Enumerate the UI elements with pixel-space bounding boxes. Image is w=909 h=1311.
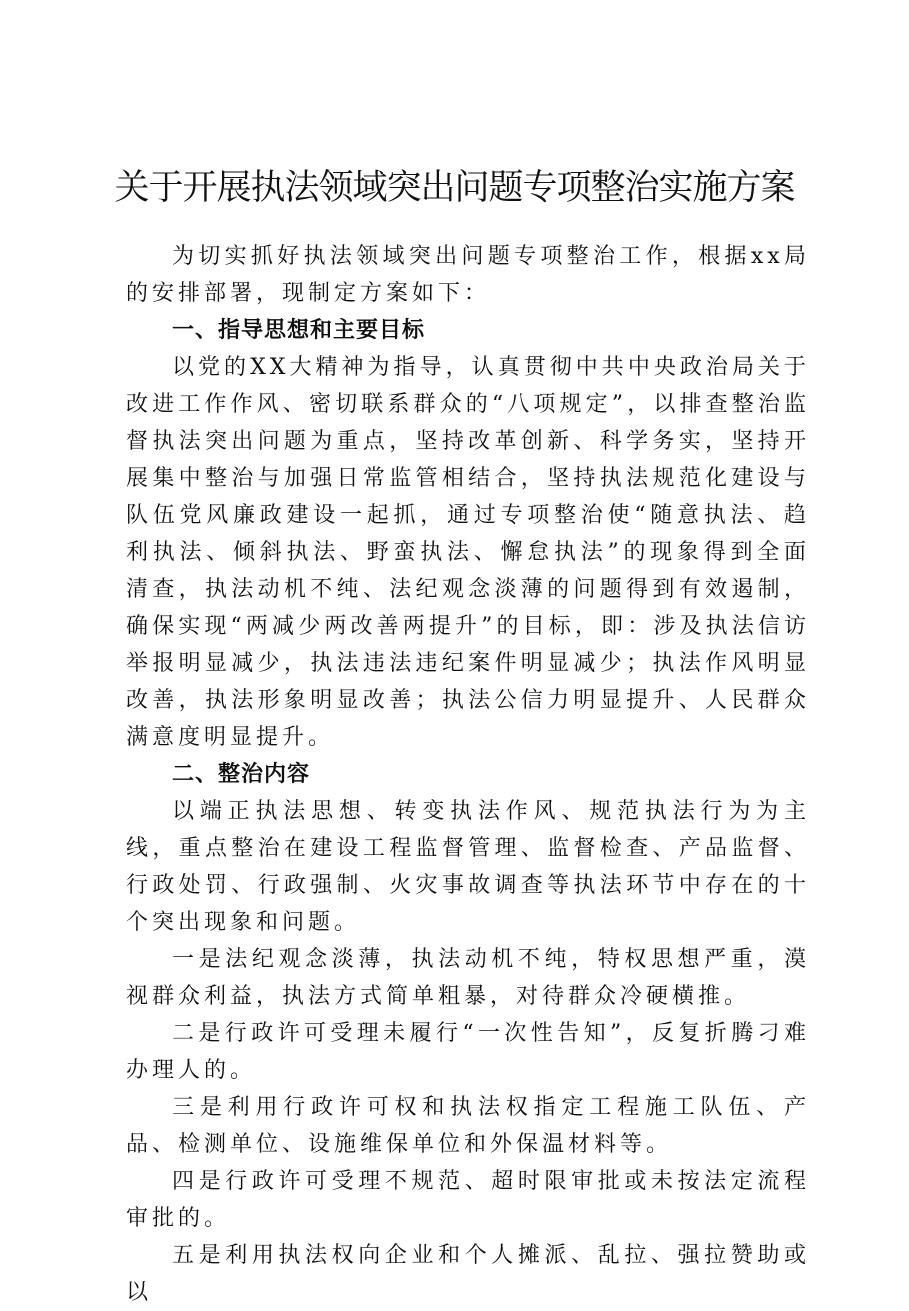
section-heading-guiding-principles: 一、指导思想和主要目标 bbox=[172, 318, 426, 343]
list-item: 四是行政许可受理不规范、超时限审批或未按法定流程审批的。 bbox=[126, 1169, 810, 1231]
section-heading-rectification-content: 二、整治内容 bbox=[172, 762, 311, 787]
guiding-principles-paragraph: 以党的XX大精神为指导，认真贯彻中共中央政治局关于改进工作作风、密切联系群众的“八项规定”，以排查整治监督执法突出问题为重点，坚持改革创新、科学务实，坚持开展集中整治与加强日常监管相结合，坚持执法规范化建设与队伍党风廉政建设一起抓，通过专项整治使“随意执法、趋利执法、倾斜执法、野蛮执法、懈怠执法”的现象得到全面清查，执法动机不纯、法纪观念淡薄的问题得到有效遏制，确保实现“两减少两改善两提升”的目标，即：涉及执法信访举报明显减少，执法违法违纪案件明显减少；执法作风明显改善，执法形象明显改善；执法公信力明显提升、人民群众满意度明显提升。 bbox=[126, 355, 810, 750]
rectification-content-paragraph: 以端正执法思想、转变执法作风、规范执法行为为主线，重点整治在建设工程监督管理、监督检查、产品监督、行政处罚、行政强制、火灾事故调查等执法环节中存在的十个突出现象和问题。 bbox=[126, 799, 810, 935]
list-item: 五是利用执法权向企业和个人摊派、乱拉、强拉赞助或以 bbox=[126, 1243, 810, 1305]
document-title: 关于开展执法领域突出问题专项整治实施方案 bbox=[114, 168, 795, 208]
list-item: 二是行政许可受理未履行“一次性告知”，反复折腾刁难办理人的。 bbox=[126, 1021, 810, 1083]
list-item: 一是法纪观念淡薄，执法动机不纯，特权思想严重，漠视群众利益，执法方式简单粗暴，对待群众冷硬横推。 bbox=[126, 947, 810, 1009]
intro-paragraph: 为切实抓好执法领域突出问题专项整治工作，根据xx局的安排部署，现制定方案如下： bbox=[126, 244, 810, 306]
document-body bbox=[126, 238, 810, 1311]
list-item: 三是利用行政许可权和执法权指定工程施工队伍、产品、检测单位、设施维保单位和外保温材料等。 bbox=[126, 1095, 810, 1157]
